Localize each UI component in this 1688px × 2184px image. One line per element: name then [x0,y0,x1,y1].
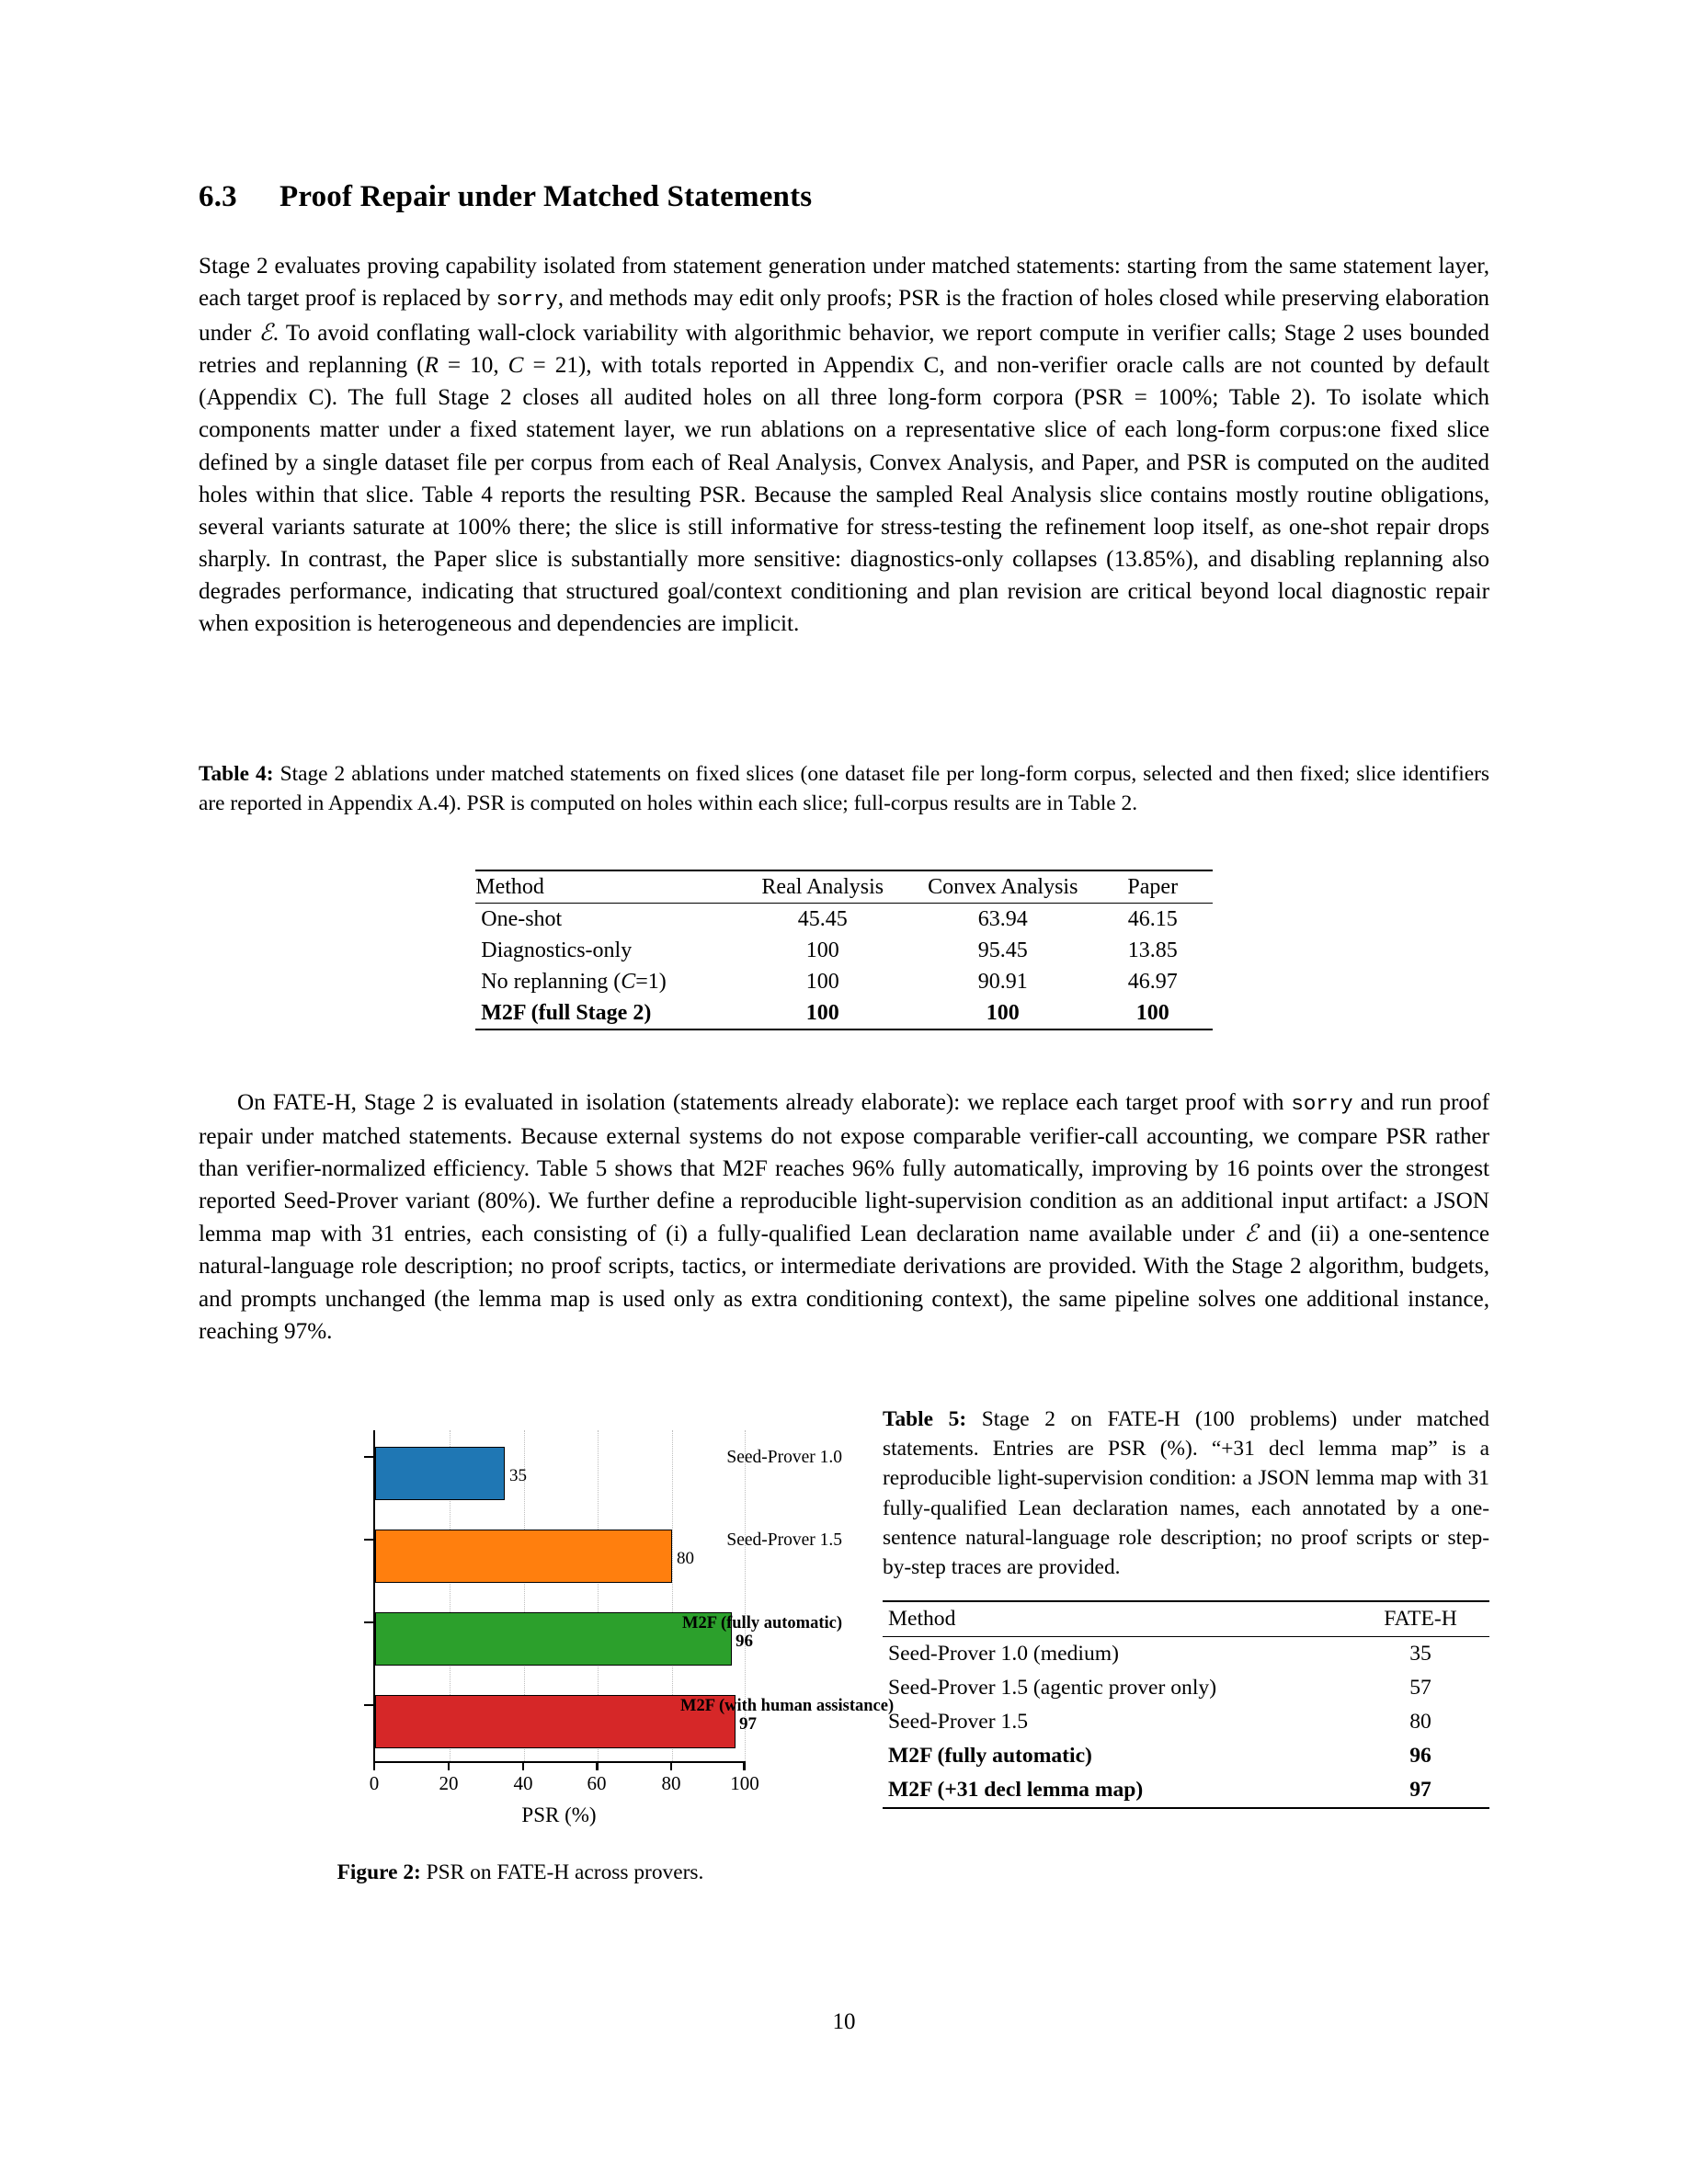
table4-col-paper: Paper [1093,870,1213,904]
xtick-label-0: 0 [369,1772,380,1794]
table5-cell-value: 96 [1409,1744,1431,1769]
table4-cell-method: Diagnostics-only [481,938,633,962]
table4-caption-text: Stage 2 ablations under matched statements on fixed slices (one dataset file per long-form corpus, selected and then fixed; slice identifiers are reported in Appendix A.4). PSR is computed on holes within each slice; full-corpus results are in Table 2. [199,762,1489,816]
p2-part3: and (ii) a one-sentence natural-language role description; no proof scripts, tactics, or intermediate derivations are provided. With the Stage 2 algorithm, budgets, and prompts unchanged (the lemma map is used only as extra conditioning context), the same pipeline solves one additional instance, reaching 97%. [199,1222,1490,1344]
x-axis-title: PSR (%) [521,1803,597,1826]
p2-part1: On FATE-H, Stage 2 is evaluated in isolation (statements already elaborate): we replace each target proof with [237,1090,1292,1115]
table5-col-method: Method [883,1601,1352,1637]
table4-row3-math-C: C [621,970,636,994]
table4-cell-paper: 46.97 [1127,970,1178,994]
table4-cell-paper: 46.15 [1093,904,1213,936]
p1-code-sorry: sorry [496,288,558,313]
xtick-mark-20 [448,1761,450,1770]
page-content [199,0,1489,2184]
table5-cell-method: Seed-Prover 1.5 (agentic prover only) [888,1676,1217,1701]
table4-caption [199,759,1489,819]
figure2-caption-label: Figure 2: [336,1860,421,1884]
bar-value-label-3: 97 [739,1714,757,1734]
table4-row [475,966,1213,997]
paragraph-stage2-intro [199,250,1489,640]
ytick-mark-3 [364,1704,373,1706]
p1-part5: = 21), with totals reported in Appendix C, and non-verifier oracle calls are not counted by default (Appendix C). The full Stage 2 closes all audited holes on all three long-form corpora (PSR = 100%; Table 2). To isolate which components matter under a fixed statement layer, we run ablations on a representative slice of each long-form corpus:one fixed slice defined by a single dataset file per corpus from each of Real Analysis, Convex Analysis, and Paper, and PSR is computed on the audited holes within that slice. Table 4 reports the resulting PSR. Because the sampled Real Analysis slice contains mostly routine obligations, several variants saturate at 100% there; the slice is still informative for stress-testing the refinement loop itself, as one-shot repair drops sharply. In contrast, the Paper slice is substantially more sensitive: diagnostics-only collapses (13.85%), and disabling replanning also degrades performance, indicating that structured goal/context conditioning and plan revision are critical beyond local diagnostic repair when exposition is heterogeneous and dependencies are implicit. [199,353,1489,637]
p1-math-E: ℰ [258,319,273,347]
table4-col-method: Method [475,870,733,904]
table5-row [883,1671,1489,1705]
table5-cell-method: Seed-Prover 1.5 [888,1710,1029,1735]
xtick-mark-100 [743,1761,745,1770]
table4-cell-real: 45.45 [733,904,913,936]
xtick-mark-60 [596,1761,598,1770]
figure-and-table-row [199,1405,1489,1919]
p1-math-C: C [508,353,524,379]
p2-part2: and run proof repair under matched statements. Because external systems do not expose comparable verifier-call accounting, we compare PSR rather than verifier-normalized efficiency. Table 5 shows that M2F reaches 96% fully automatically, improving by 16 points over the strongest reported Seed-Prover variant (80%). We further define a reproducible light-supervision condition as an additional input artifact: a JSON lemma map with 31 entries, each consisting of (i) a fully-qualified Lean declaration name available under [199,1090,1489,1247]
figure2-caption [199,1860,842,1885]
table5-cell-method: M2F (fully automatic) [888,1744,1092,1769]
table5 [883,1600,1489,1809]
table5-row [883,1773,1489,1808]
table5-cell-value: 97 [1352,1773,1489,1808]
xtick-label-20: 20 [439,1772,459,1794]
table5-row [883,1739,1489,1773]
table4-cell-real: 100 [805,938,839,962]
table4-row [475,997,1213,1029]
table5-row [883,1705,1489,1739]
bar-value-label-1: 80 [677,1549,694,1568]
table5-caption-text: Stage 2 on FATE-H (100 problems) under matched statements. Entries are PSR (%). “+31 decl lemma map” is a reproducible light-supervision condition: a JSON lemma map with 31 fully-qualified Lean declaration names, each annotated by a one-sentence natural-language role description; no proof scripts or step-by-step traces are provided. [883,1407,1489,1580]
table5-cell-method: M2F (+31 decl lemma map) [883,1773,1352,1808]
table5-block [883,1405,1489,1809]
table4-row [475,904,1213,936]
table4-cell-paper: 100 [1093,997,1213,1029]
xtick-label-100: 100 [730,1772,759,1794]
table4-cell-convex: 90.91 [977,970,1028,994]
table5-cell-value: 80 [1409,1710,1431,1735]
bar-chart [199,1414,895,1826]
section-number: 6.3 [199,180,237,213]
table4-container [199,870,1489,1030]
xtick-label-40: 40 [513,1772,533,1794]
ytick-mark-0 [364,1456,373,1458]
ytick-label-m2f-human-assistance: M2F (with human assistance) [680,1697,895,1715]
p1-part3: . To avoid conflating wall-clock variability with algorithmic behavior, we report compute in verifier calls; Stage 2 uses bounded retries and replanning ( [199,321,1489,379]
bar-value-label-0: 35 [509,1466,527,1485]
table5-caption [883,1405,1489,1582]
p1-math-R: R [424,353,439,379]
ytick-mark-1 [364,1539,373,1541]
p1-part2: , and methods may edit only proofs; PSR is the fraction of holes closed while preserving elaboration under [199,286,1490,347]
section-heading [199,180,812,214]
table5-caption-label: Table 5: [883,1407,967,1431]
ytick-label-m2f-fully-automatic: M2F (fully automatic) [682,1614,842,1632]
page-number: 10 [832,2009,856,2034]
xtick-mark-0 [373,1761,375,1770]
table4-cell-convex: 95.45 [977,938,1028,962]
table4-cell-method: M2F (full Stage 2) [475,997,733,1029]
bar-seed-prover-1-0 [375,1447,505,1500]
table4-col-convex-analysis: Convex Analysis [913,870,1093,904]
table4-caption-label: Table 4: [199,762,274,786]
table5-cell-value: 35 [1352,1637,1489,1672]
xtick-mark-40 [522,1761,524,1770]
table4-header-row [475,870,1213,904]
bar-m2f-fully-automatic [375,1612,732,1666]
table5-row [883,1637,1489,1672]
table4-row3-suffix: =1) [635,970,667,994]
table5-header-row [883,1601,1489,1637]
xtick-label-60: 60 [587,1772,607,1794]
x-axis-line [373,1761,745,1763]
table4-cell-method: One-shot [475,904,733,936]
paragraph-fateh [199,1086,1489,1348]
table5-col-fateh: FATE-H [1352,1601,1489,1637]
xtick-mark-80 [670,1761,672,1770]
table4-cell-method [475,966,733,997]
figure2 [199,1405,895,1919]
table5-container [883,1600,1489,1809]
ytick-mark-2 [364,1621,373,1623]
p2-math-E: ℰ [1244,1220,1259,1247]
bar-value-label-2: 96 [736,1632,753,1651]
ytick-label-seed-prover-1-5: Seed-Prover 1.5 [726,1530,842,1550]
p1-part1: Stage 2 evaluates proving capability isolated from statement generation under matched statements: starting from the same statement layer, each target proof is replaced by [199,254,1489,312]
table5-cell-method: Seed-Prover 1.0 (medium) [883,1637,1352,1672]
table4-col-real-analysis: Real Analysis [733,870,913,904]
section-title: Proof Repair under Matched Statements [279,180,813,213]
xtick-label-80: 80 [661,1772,681,1794]
ytick-label-seed-prover-1-0: Seed-Prover 1.0 [726,1448,842,1467]
table5-cell-value: 57 [1409,1676,1431,1701]
table4-cell-convex: 63.94 [913,904,1093,936]
p2-code-sorry: sorry [1291,1092,1353,1116]
table4-cell-real: 100 [733,997,913,1029]
figure2-caption-text: PSR on FATE-H across provers. [420,1860,704,1884]
table4 [475,870,1213,1030]
table4-cell-paper: 13.85 [1127,938,1178,962]
table4-row3-prefix: No replanning ( [481,970,622,994]
bar-seed-prover-1-5 [375,1530,672,1583]
table4-row [475,935,1213,966]
table4-cell-convex: 100 [913,997,1093,1029]
table4-cell-real: 100 [805,970,839,994]
p1-part4: = 10, [438,353,508,379]
